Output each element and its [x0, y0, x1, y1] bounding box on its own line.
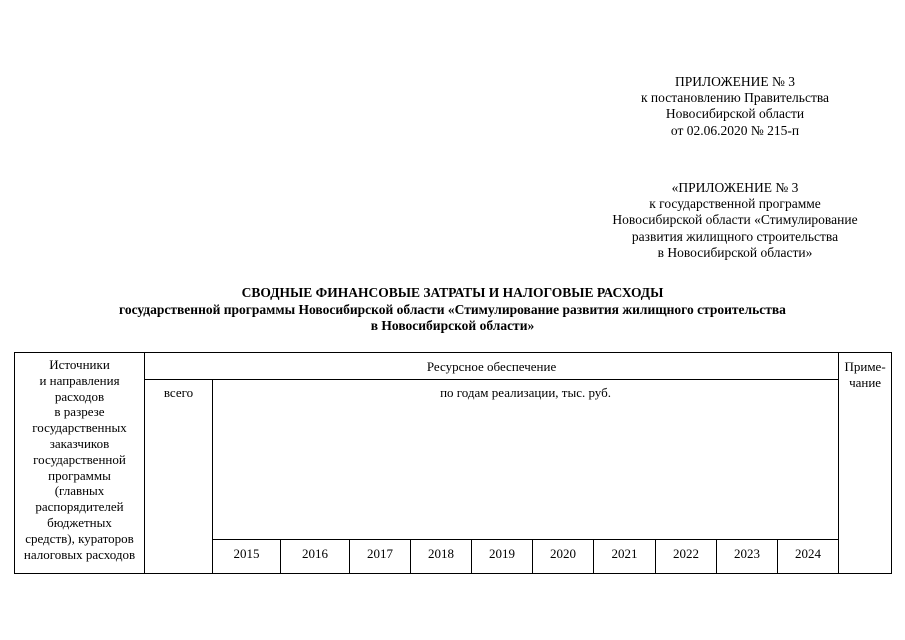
appendix-line: от 02.06.2020 № 215-п	[670, 122, 800, 138]
sources-header-line: средств), кураторов	[25, 530, 134, 546]
year-header-cell: 2015	[213, 540, 281, 574]
by-years-header-cell: по годам реализации, тыс. руб.	[213, 380, 839, 540]
title-line: государственной программы Новосибирской области «Стимулирование развития жилищного строительства	[119, 301, 786, 317]
title-line: СВОДНЫЕ ФИНАНСОВЫЕ ЗАТРАТЫ И НАЛОГОВЫЕ РАСХОДЫ	[241, 285, 664, 300]
sources-header-line: распорядителей	[35, 499, 124, 515]
program-appendix-line: «ПРИЛОЖЕНИЕ № 3	[671, 180, 799, 195]
sources-header-line: налоговых расходов	[23, 546, 136, 562]
year-header-cell: 2016	[281, 540, 350, 574]
sources-header-line: государственных	[32, 420, 127, 436]
note-header-line: Приме-	[844, 359, 886, 374]
year-header-cell: 2020	[533, 540, 594, 574]
program-appendix-line: развития жилищного строительства	[631, 228, 839, 244]
year-header-cell: 2021	[594, 540, 656, 574]
appendix-header	[560, 74, 905, 139]
total-header-cell: всего	[145, 380, 213, 574]
sources-header-line: государственной	[33, 451, 126, 467]
year-header-cell: 2019	[472, 540, 533, 574]
sources-header-line: заказчиков	[49, 435, 110, 451]
sources-header-line: (главных	[54, 483, 105, 499]
note-header-line: чание	[849, 375, 882, 390]
year-header-cell: 2024	[778, 540, 839, 574]
sources-header-line: программы	[48, 467, 111, 483]
program-appendix-header	[560, 180, 905, 261]
note-header-cell	[839, 353, 892, 574]
year-header-cell: 2023	[717, 540, 778, 574]
sources-header-line: расходов	[54, 388, 105, 404]
program-appendix-line: Новосибирской области «Стимулирование	[612, 212, 858, 228]
sources-header-line: и направления	[39, 372, 120, 388]
sources-header-cell	[15, 353, 145, 574]
program-appendix-line: к государственной программе	[649, 196, 821, 212]
appendix-line: ПРИЛОЖЕНИЕ № 3	[674, 74, 796, 89]
year-header-cell: 2022	[656, 540, 717, 574]
appendix-line: к постановлению Правительства	[640, 90, 830, 106]
financial-costs-table	[14, 352, 892, 574]
sources-header-line: в разрезе	[54, 404, 105, 420]
appendix-line: Новосибирской области	[665, 106, 805, 122]
sources-header-line: бюджетных	[47, 514, 112, 530]
sources-header-line: Источники	[49, 357, 110, 372]
resource-header-cell: Ресурсное обеспечение	[145, 353, 839, 380]
year-header-cell: 2017	[350, 540, 411, 574]
title-line: в Новосибирской области»	[370, 318, 535, 333]
year-header-cell: 2018	[411, 540, 472, 574]
document-title	[0, 285, 905, 335]
program-appendix-line: в Новосибирской области»	[657, 244, 813, 260]
